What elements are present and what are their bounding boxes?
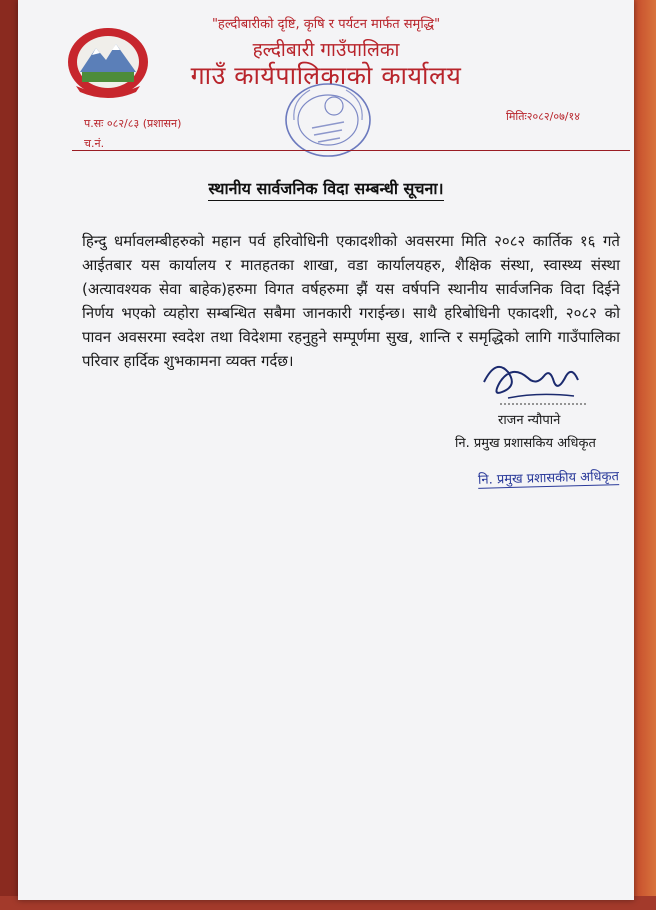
letterhead-slogan: "हल्दीबारीको दृष्टि, कृषि र पर्यटन मार्फत समृद्धि" xyxy=(211,17,441,32)
reference-number: प.सः ०८२/८३ (प्रशासन) xyxy=(84,117,182,130)
municipality-name: हल्दीबारी गाउँपालिका xyxy=(252,39,400,61)
office-stamp-icon xyxy=(282,80,374,160)
office-name: गाउँ कार्यपालिकाको कार्यालय xyxy=(190,61,462,90)
document-page xyxy=(18,0,634,900)
designation-stamp: नि. प्रमुख प्रशासकीय अधिकृत xyxy=(478,466,619,489)
signatory-title: नि. प्रमुख प्रशासकिय अधिकृत xyxy=(455,436,596,451)
notice-body: हिन्दु धर्मावलम्बीहरुको महान पर्व हरिवोधिनी एकादशीको अवसरमा मिति २०८२ कार्तिक १६ गते आईतबार यस कार्यालय र मातहतका शाखा, वडा कार्यालयहरु, शैक्षिक संस्था, स्वास्थ्य संस्था (अत्यावश्यक सेवा बाहेक)हरुमा विगत वर्षहरुमा झैं यस वर्षपनि स्थानीय सार्वजनिक विदा दिईने निर्णय भएको व्यहोरा सम्बन्धित सबैमा जानकारी गराईन्छ। साथै हरिबोधिनी एकादशी, २०८२ को पावन अवसरमा स्वदेश तथा विदेशमा रहनुहुने सम्पूर्णमा सुख, शान्ति र समृद्धिको लागि गाउँपालिका परिवार हार्दिक शुभकामना व्यक्त गर्दछ। xyxy=(82,232,620,370)
notice-title xyxy=(18,177,634,199)
handwritten-signature-icon xyxy=(478,352,594,408)
header-divider xyxy=(72,150,630,151)
issue-date: मितिः२०८२/०७/१४ xyxy=(506,110,580,123)
notice-title-text: स्थानीय सार्वजनिक विदा सम्बन्धी सूचना। xyxy=(208,179,443,201)
dispatch-number-label: च.नं. xyxy=(84,137,105,150)
signatory-name: राजन न्यौपाने xyxy=(498,413,561,428)
